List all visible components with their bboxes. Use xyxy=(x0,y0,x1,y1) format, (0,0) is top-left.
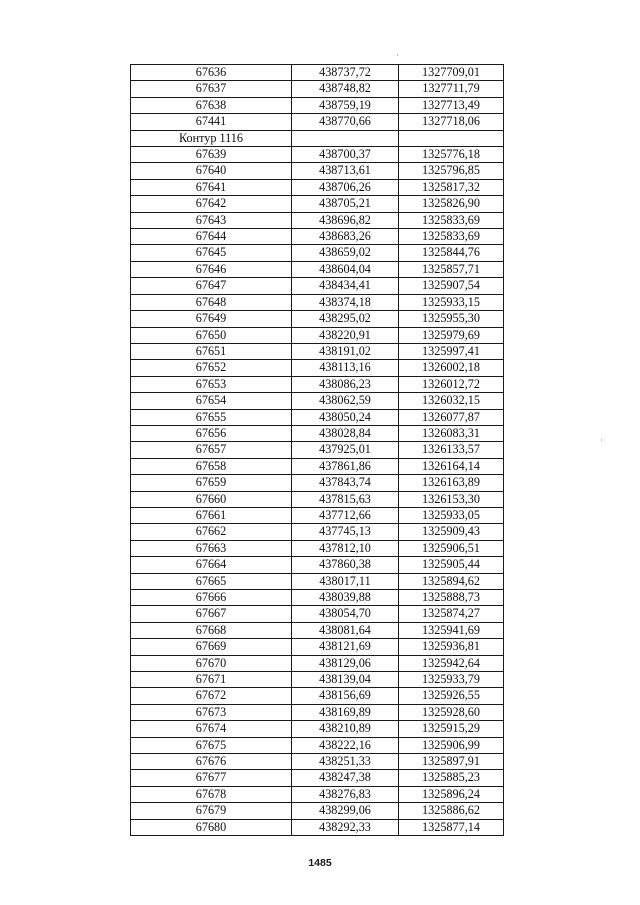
table-row xyxy=(131,97,504,113)
table-row xyxy=(131,721,504,737)
point-number-cell: 67657 xyxy=(131,442,292,458)
x-coordinate-cell: 438156,69 xyxy=(292,688,399,704)
y-coordinate-cell: 1325926,55 xyxy=(399,688,504,704)
point-number-cell: 67658 xyxy=(131,458,292,474)
y-coordinate-cell: 1325833,69 xyxy=(399,229,504,245)
coordinates-table-body xyxy=(131,65,504,836)
y-coordinate-cell: 1325826,90 xyxy=(399,196,504,212)
point-number-cell: 67643 xyxy=(131,212,292,228)
y-coordinate-cell: 1325905,44 xyxy=(399,557,504,573)
point-number-cell: 67645 xyxy=(131,245,292,261)
x-coordinate-cell: 438039,88 xyxy=(292,590,399,606)
page-number: 1485 xyxy=(308,857,332,869)
table-row xyxy=(131,196,504,212)
x-coordinate-cell: 437925,01 xyxy=(292,442,399,458)
point-number-cell: 67654 xyxy=(131,393,292,409)
y-coordinate-cell: 1326032,15 xyxy=(399,393,504,409)
table-row xyxy=(131,409,504,425)
point-number-cell: 67677 xyxy=(131,770,292,786)
point-number-cell: 67674 xyxy=(131,721,292,737)
y-coordinate-cell: 1326083,31 xyxy=(399,425,504,441)
table-row xyxy=(131,770,504,786)
table-row xyxy=(131,688,504,704)
y-coordinate-cell: 1325874,27 xyxy=(399,606,504,622)
table-row xyxy=(131,65,504,81)
point-number-cell: 67672 xyxy=(131,688,292,704)
table-row xyxy=(131,590,504,606)
y-coordinate-cell: 1326164,14 xyxy=(399,458,504,474)
table-row xyxy=(131,261,504,277)
x-coordinate-cell: 438220,91 xyxy=(292,327,399,343)
point-number-cell: 67656 xyxy=(131,425,292,441)
y-coordinate-cell: 1325933,05 xyxy=(399,507,504,523)
empty-cell xyxy=(292,130,399,146)
point-number-cell: 67666 xyxy=(131,590,292,606)
point-number-cell: 67659 xyxy=(131,475,292,491)
x-coordinate-cell: 438374,18 xyxy=(292,294,399,310)
y-coordinate-cell: 1325909,43 xyxy=(399,524,504,540)
x-coordinate-cell: 438050,24 xyxy=(292,409,399,425)
table-row xyxy=(131,81,504,97)
y-coordinate-cell: 1325933,79 xyxy=(399,672,504,688)
y-coordinate-cell: 1325886,62 xyxy=(399,803,504,819)
y-coordinate-cell: 1325776,18 xyxy=(399,147,504,163)
table-row xyxy=(131,606,504,622)
y-coordinate-cell: 1327709,01 xyxy=(399,65,504,81)
y-coordinate-cell: 1325857,71 xyxy=(399,261,504,277)
x-coordinate-cell: 438121,69 xyxy=(292,639,399,655)
y-coordinate-cell: 1325888,73 xyxy=(399,590,504,606)
x-coordinate-cell: 438169,89 xyxy=(292,704,399,720)
x-coordinate-cell: 438683,26 xyxy=(292,229,399,245)
x-coordinate-cell: 438706,26 xyxy=(292,179,399,195)
x-coordinate-cell: 438292,33 xyxy=(292,819,399,835)
y-coordinate-cell: 1326077,87 xyxy=(399,409,504,425)
y-coordinate-cell: 1327713,49 xyxy=(399,97,504,113)
point-number-cell: 67650 xyxy=(131,327,292,343)
point-number-cell: 67644 xyxy=(131,229,292,245)
table-row xyxy=(131,278,504,294)
table-row xyxy=(131,491,504,507)
point-number-cell: 67661 xyxy=(131,507,292,523)
x-coordinate-cell: 437745,13 xyxy=(292,524,399,540)
table-row xyxy=(131,212,504,228)
x-coordinate-cell: 438251,33 xyxy=(292,754,399,770)
y-coordinate-cell: 1326002,18 xyxy=(399,360,504,376)
x-coordinate-cell: 438295,02 xyxy=(292,311,399,327)
x-coordinate-cell: 438081,64 xyxy=(292,622,399,638)
y-coordinate-cell: 1325796,85 xyxy=(399,163,504,179)
y-coordinate-cell: 1326012,72 xyxy=(399,376,504,392)
x-coordinate-cell: 438696,82 xyxy=(292,212,399,228)
x-coordinate-cell: 438191,02 xyxy=(292,343,399,359)
y-coordinate-cell: 1326133,57 xyxy=(399,442,504,458)
x-coordinate-cell: 438737,72 xyxy=(292,65,399,81)
point-number-cell: 67638 xyxy=(131,97,292,113)
table-row xyxy=(131,704,504,720)
point-number-cell: 67663 xyxy=(131,540,292,556)
point-number-cell: 67671 xyxy=(131,672,292,688)
table-row xyxy=(131,393,504,409)
table-row xyxy=(131,458,504,474)
point-number-cell: 67641 xyxy=(131,179,292,195)
scan-speck xyxy=(601,439,602,441)
coordinates-table xyxy=(130,64,504,836)
table-row xyxy=(131,311,504,327)
y-coordinate-cell: 1325877,14 xyxy=(399,819,504,835)
x-coordinate-cell: 438299,06 xyxy=(292,803,399,819)
table-row xyxy=(131,229,504,245)
y-coordinate-cell: 1325979,69 xyxy=(399,327,504,343)
point-number-cell: 67646 xyxy=(131,261,292,277)
table-row xyxy=(131,507,504,523)
x-coordinate-cell: 437815,63 xyxy=(292,491,399,507)
point-number-cell: 67675 xyxy=(131,737,292,753)
table-row xyxy=(131,425,504,441)
y-coordinate-cell: 1325897,91 xyxy=(399,754,504,770)
y-coordinate-cell: 1326163,89 xyxy=(399,475,504,491)
point-number-cell: 67669 xyxy=(131,639,292,655)
x-coordinate-cell: 438705,21 xyxy=(292,196,399,212)
point-number-cell: 67667 xyxy=(131,606,292,622)
y-coordinate-cell: 1325915,29 xyxy=(399,721,504,737)
x-coordinate-cell: 438748,82 xyxy=(292,81,399,97)
point-number-cell: 67676 xyxy=(131,754,292,770)
y-coordinate-cell: 1325817,32 xyxy=(399,179,504,195)
y-coordinate-cell: 1325942,64 xyxy=(399,655,504,671)
x-coordinate-cell: 437812,10 xyxy=(292,540,399,556)
x-coordinate-cell: 438604,04 xyxy=(292,261,399,277)
table-row xyxy=(131,754,504,770)
y-coordinate-cell: 1325906,51 xyxy=(399,540,504,556)
x-coordinate-cell: 437843,74 xyxy=(292,475,399,491)
x-coordinate-cell: 438113,16 xyxy=(292,360,399,376)
table-row xyxy=(131,360,504,376)
point-number-cell: 67670 xyxy=(131,655,292,671)
table-row xyxy=(131,376,504,392)
x-coordinate-cell: 438086,23 xyxy=(292,376,399,392)
point-number-cell: 67647 xyxy=(131,278,292,294)
point-number-cell: 67639 xyxy=(131,147,292,163)
point-number-cell: 67660 xyxy=(131,491,292,507)
y-coordinate-cell: 1325936,81 xyxy=(399,639,504,655)
x-coordinate-cell: 438054,70 xyxy=(292,606,399,622)
table-row xyxy=(131,737,504,753)
x-coordinate-cell: 438247,38 xyxy=(292,770,399,786)
y-coordinate-cell: 1326153,30 xyxy=(399,491,504,507)
y-coordinate-cell: 1325896,24 xyxy=(399,786,504,802)
table-row xyxy=(131,803,504,819)
point-number-cell: 67636 xyxy=(131,65,292,81)
table-row xyxy=(131,327,504,343)
point-number-cell: 67655 xyxy=(131,409,292,425)
point-number-cell: 67664 xyxy=(131,557,292,573)
y-coordinate-cell: 1325997,41 xyxy=(399,343,504,359)
x-coordinate-cell: 437860,38 xyxy=(292,557,399,573)
table-row xyxy=(131,179,504,195)
table-row xyxy=(131,655,504,671)
table-row xyxy=(131,294,504,310)
y-coordinate-cell: 1325955,30 xyxy=(399,311,504,327)
point-number-cell: 67652 xyxy=(131,360,292,376)
x-coordinate-cell: 438222,16 xyxy=(292,737,399,753)
table-row xyxy=(131,475,504,491)
x-coordinate-cell: 438276,83 xyxy=(292,786,399,802)
x-coordinate-cell: 437861,86 xyxy=(292,458,399,474)
y-coordinate-cell: 1325907,54 xyxy=(399,278,504,294)
contour-label: Контур 1116 xyxy=(131,130,292,146)
point-number-cell: 67648 xyxy=(131,294,292,310)
y-coordinate-cell: 1325833,69 xyxy=(399,212,504,228)
scan-speck xyxy=(397,54,398,56)
x-coordinate-cell: 438770,66 xyxy=(292,114,399,130)
point-number-cell: 67679 xyxy=(131,803,292,819)
point-number-cell: 67642 xyxy=(131,196,292,212)
point-number-cell: 67665 xyxy=(131,573,292,589)
table-row xyxy=(131,786,504,802)
point-number-cell: 67441 xyxy=(131,114,292,130)
empty-cell xyxy=(399,130,504,146)
point-number-cell: 67673 xyxy=(131,704,292,720)
x-coordinate-cell: 438434,41 xyxy=(292,278,399,294)
contour-header-row xyxy=(131,130,504,146)
table-row xyxy=(131,672,504,688)
y-coordinate-cell: 1325885,23 xyxy=(399,770,504,786)
x-coordinate-cell: 438028,84 xyxy=(292,425,399,441)
table-row xyxy=(131,819,504,835)
y-coordinate-cell: 1325894,62 xyxy=(399,573,504,589)
x-coordinate-cell: 438017,11 xyxy=(292,573,399,589)
table-row xyxy=(131,639,504,655)
point-number-cell: 67637 xyxy=(131,81,292,97)
x-coordinate-cell: 438139,04 xyxy=(292,672,399,688)
point-number-cell: 67649 xyxy=(131,311,292,327)
x-coordinate-cell: 438700,37 xyxy=(292,147,399,163)
point-number-cell: 67651 xyxy=(131,343,292,359)
table-row xyxy=(131,540,504,556)
point-number-cell: 67662 xyxy=(131,524,292,540)
table-row xyxy=(131,147,504,163)
x-coordinate-cell: 438210,89 xyxy=(292,721,399,737)
y-coordinate-cell: 1325928,60 xyxy=(399,704,504,720)
y-coordinate-cell: 1325844,76 xyxy=(399,245,504,261)
table-row xyxy=(131,524,504,540)
table-row xyxy=(131,622,504,638)
table-row xyxy=(131,557,504,573)
table-row xyxy=(131,163,504,179)
y-coordinate-cell: 1327718,06 xyxy=(399,114,504,130)
table-row xyxy=(131,343,504,359)
point-number-cell: 67640 xyxy=(131,163,292,179)
y-coordinate-cell: 1325933,15 xyxy=(399,294,504,310)
x-coordinate-cell: 438759,19 xyxy=(292,97,399,113)
x-coordinate-cell: 438062,59 xyxy=(292,393,399,409)
table-row xyxy=(131,114,504,130)
point-number-cell: 67680 xyxy=(131,819,292,835)
x-coordinate-cell: 438659,02 xyxy=(292,245,399,261)
table-row xyxy=(131,442,504,458)
y-coordinate-cell: 1325906,99 xyxy=(399,737,504,753)
table-row xyxy=(131,573,504,589)
point-number-cell: 67653 xyxy=(131,376,292,392)
x-coordinate-cell: 438713,61 xyxy=(292,163,399,179)
x-coordinate-cell: 438129,06 xyxy=(292,655,399,671)
y-coordinate-cell: 1325941,69 xyxy=(399,622,504,638)
table-row xyxy=(131,245,504,261)
point-number-cell: 67668 xyxy=(131,622,292,638)
point-number-cell: 67678 xyxy=(131,786,292,802)
y-coordinate-cell: 1327711,79 xyxy=(399,81,504,97)
x-coordinate-cell: 437712,66 xyxy=(292,507,399,523)
